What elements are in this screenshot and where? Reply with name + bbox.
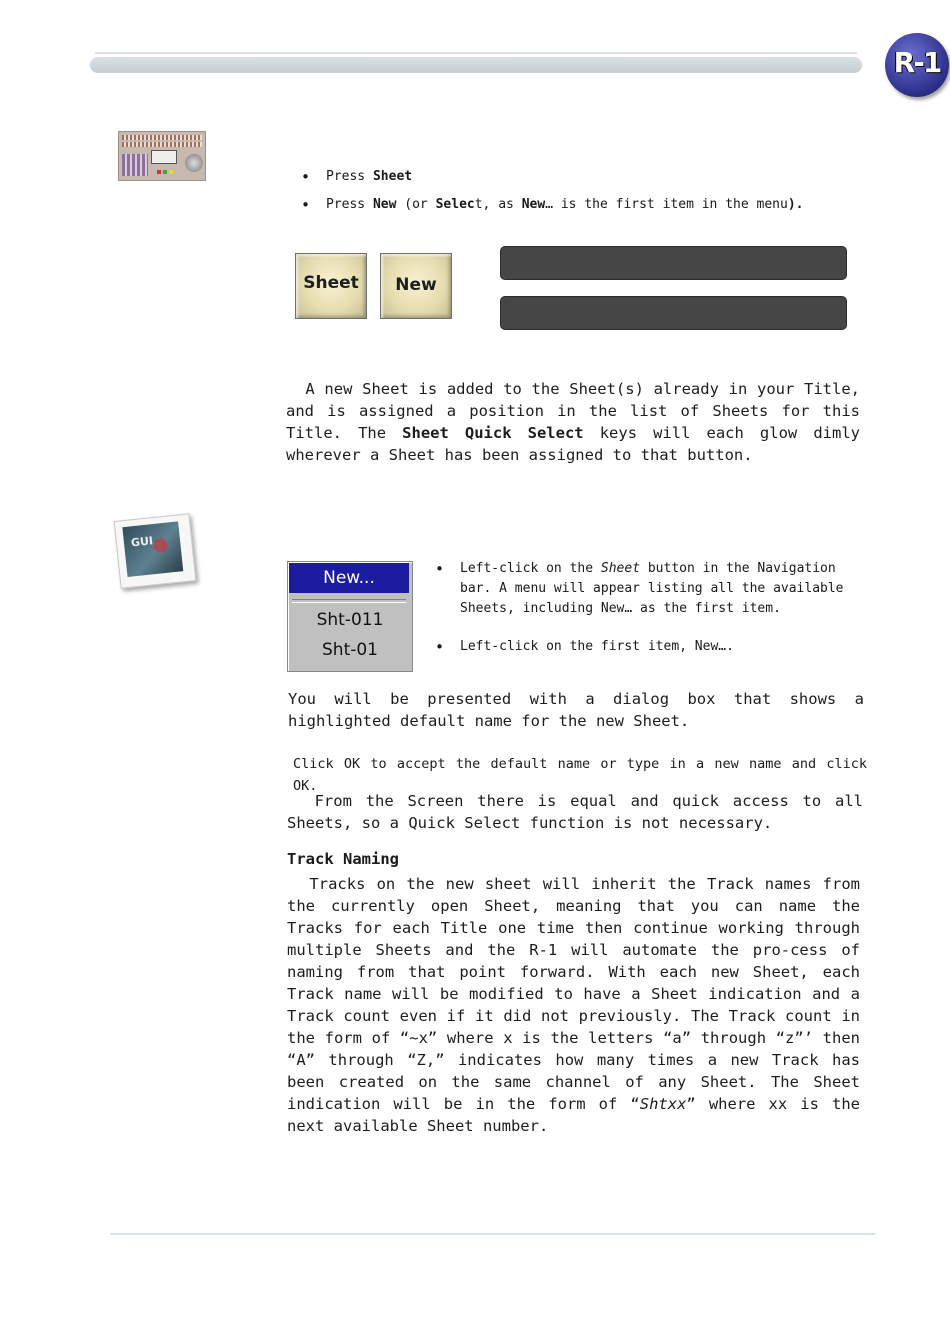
lcd-display-line-1 [500, 246, 847, 280]
lcd-display-line-2 [500, 296, 847, 330]
header-bar [90, 57, 862, 73]
gui-steps [460, 559, 860, 675]
menu-item-sheet[interactable]: Sht-011 [316, 610, 384, 630]
ok-instruction: Click OK to accept the default name or type in a new name and click OK. [293, 756, 867, 794]
menu-item-sheet[interactable]: Sht-01 [322, 640, 378, 660]
gui-screen-icon: GUI [114, 513, 197, 589]
footer-rule [110, 1233, 875, 1235]
hardware-description: A new Sheet is added to the Sheet(s) already in your Title, and is assigned a position in the list of Sheets for this Title. The Sheet Quick Select keys will each glow dimly wherever a Sheet has been assigned to that button. [286, 380, 861, 464]
sheet-dropdown-menu [287, 561, 413, 672]
header-rule [95, 52, 857, 54]
track-naming-text: Tracks on the new sheet will inherit the Track names from the currently open Sheet, meaning that you can name the Tracks for each Title one time then continue working through multiple Sheets and the R-1 will automate the pro-cess of naming from that point forward. With each new Sheet, each Track name will be modified to have a Sheet indication and a Track count even if it did not previously. The Track count in the form of “~x” where x is the letters “a” through “z”’ then “A” through “Z,” indicates how many times a new Track has been created on the same channel of any Sheet. The Sheet indication will be in the form of “Shtxx” where xx is the next available Sheet number. [287, 875, 860, 1135]
hardware-step: • Press New (or Select, as New… is the first item in the menu). [326, 196, 803, 224]
screen-access-note: From the Screen there is equal and quick access to all Sheets, so a Quick Select function is not necessary. [287, 792, 863, 832]
hardware-steps [326, 168, 803, 224]
menu-separator [292, 599, 406, 603]
hardware-step: • Press Sheet [326, 168, 803, 196]
dialog-description: You will be presented with a dialog box that shows a highlighted default name for the new Sheet. [288, 690, 864, 730]
gui-step: • Left-click on the Sheet button in the Navigation bar. A menu will appear listing all the available Sheets, including New… as the first item. [460, 559, 860, 619]
gui-step: • Left-click on the first item, New…. [460, 637, 860, 657]
hardware-panel-icon [118, 131, 206, 181]
r1-logo: R-1 [885, 33, 949, 97]
track-naming-heading: Track Naming [287, 850, 399, 868]
sheet-hardware-button[interactable]: Sheet [295, 253, 367, 319]
menu-item-new[interactable]: New... [289, 563, 409, 593]
new-hardware-button[interactable]: New [380, 253, 452, 319]
